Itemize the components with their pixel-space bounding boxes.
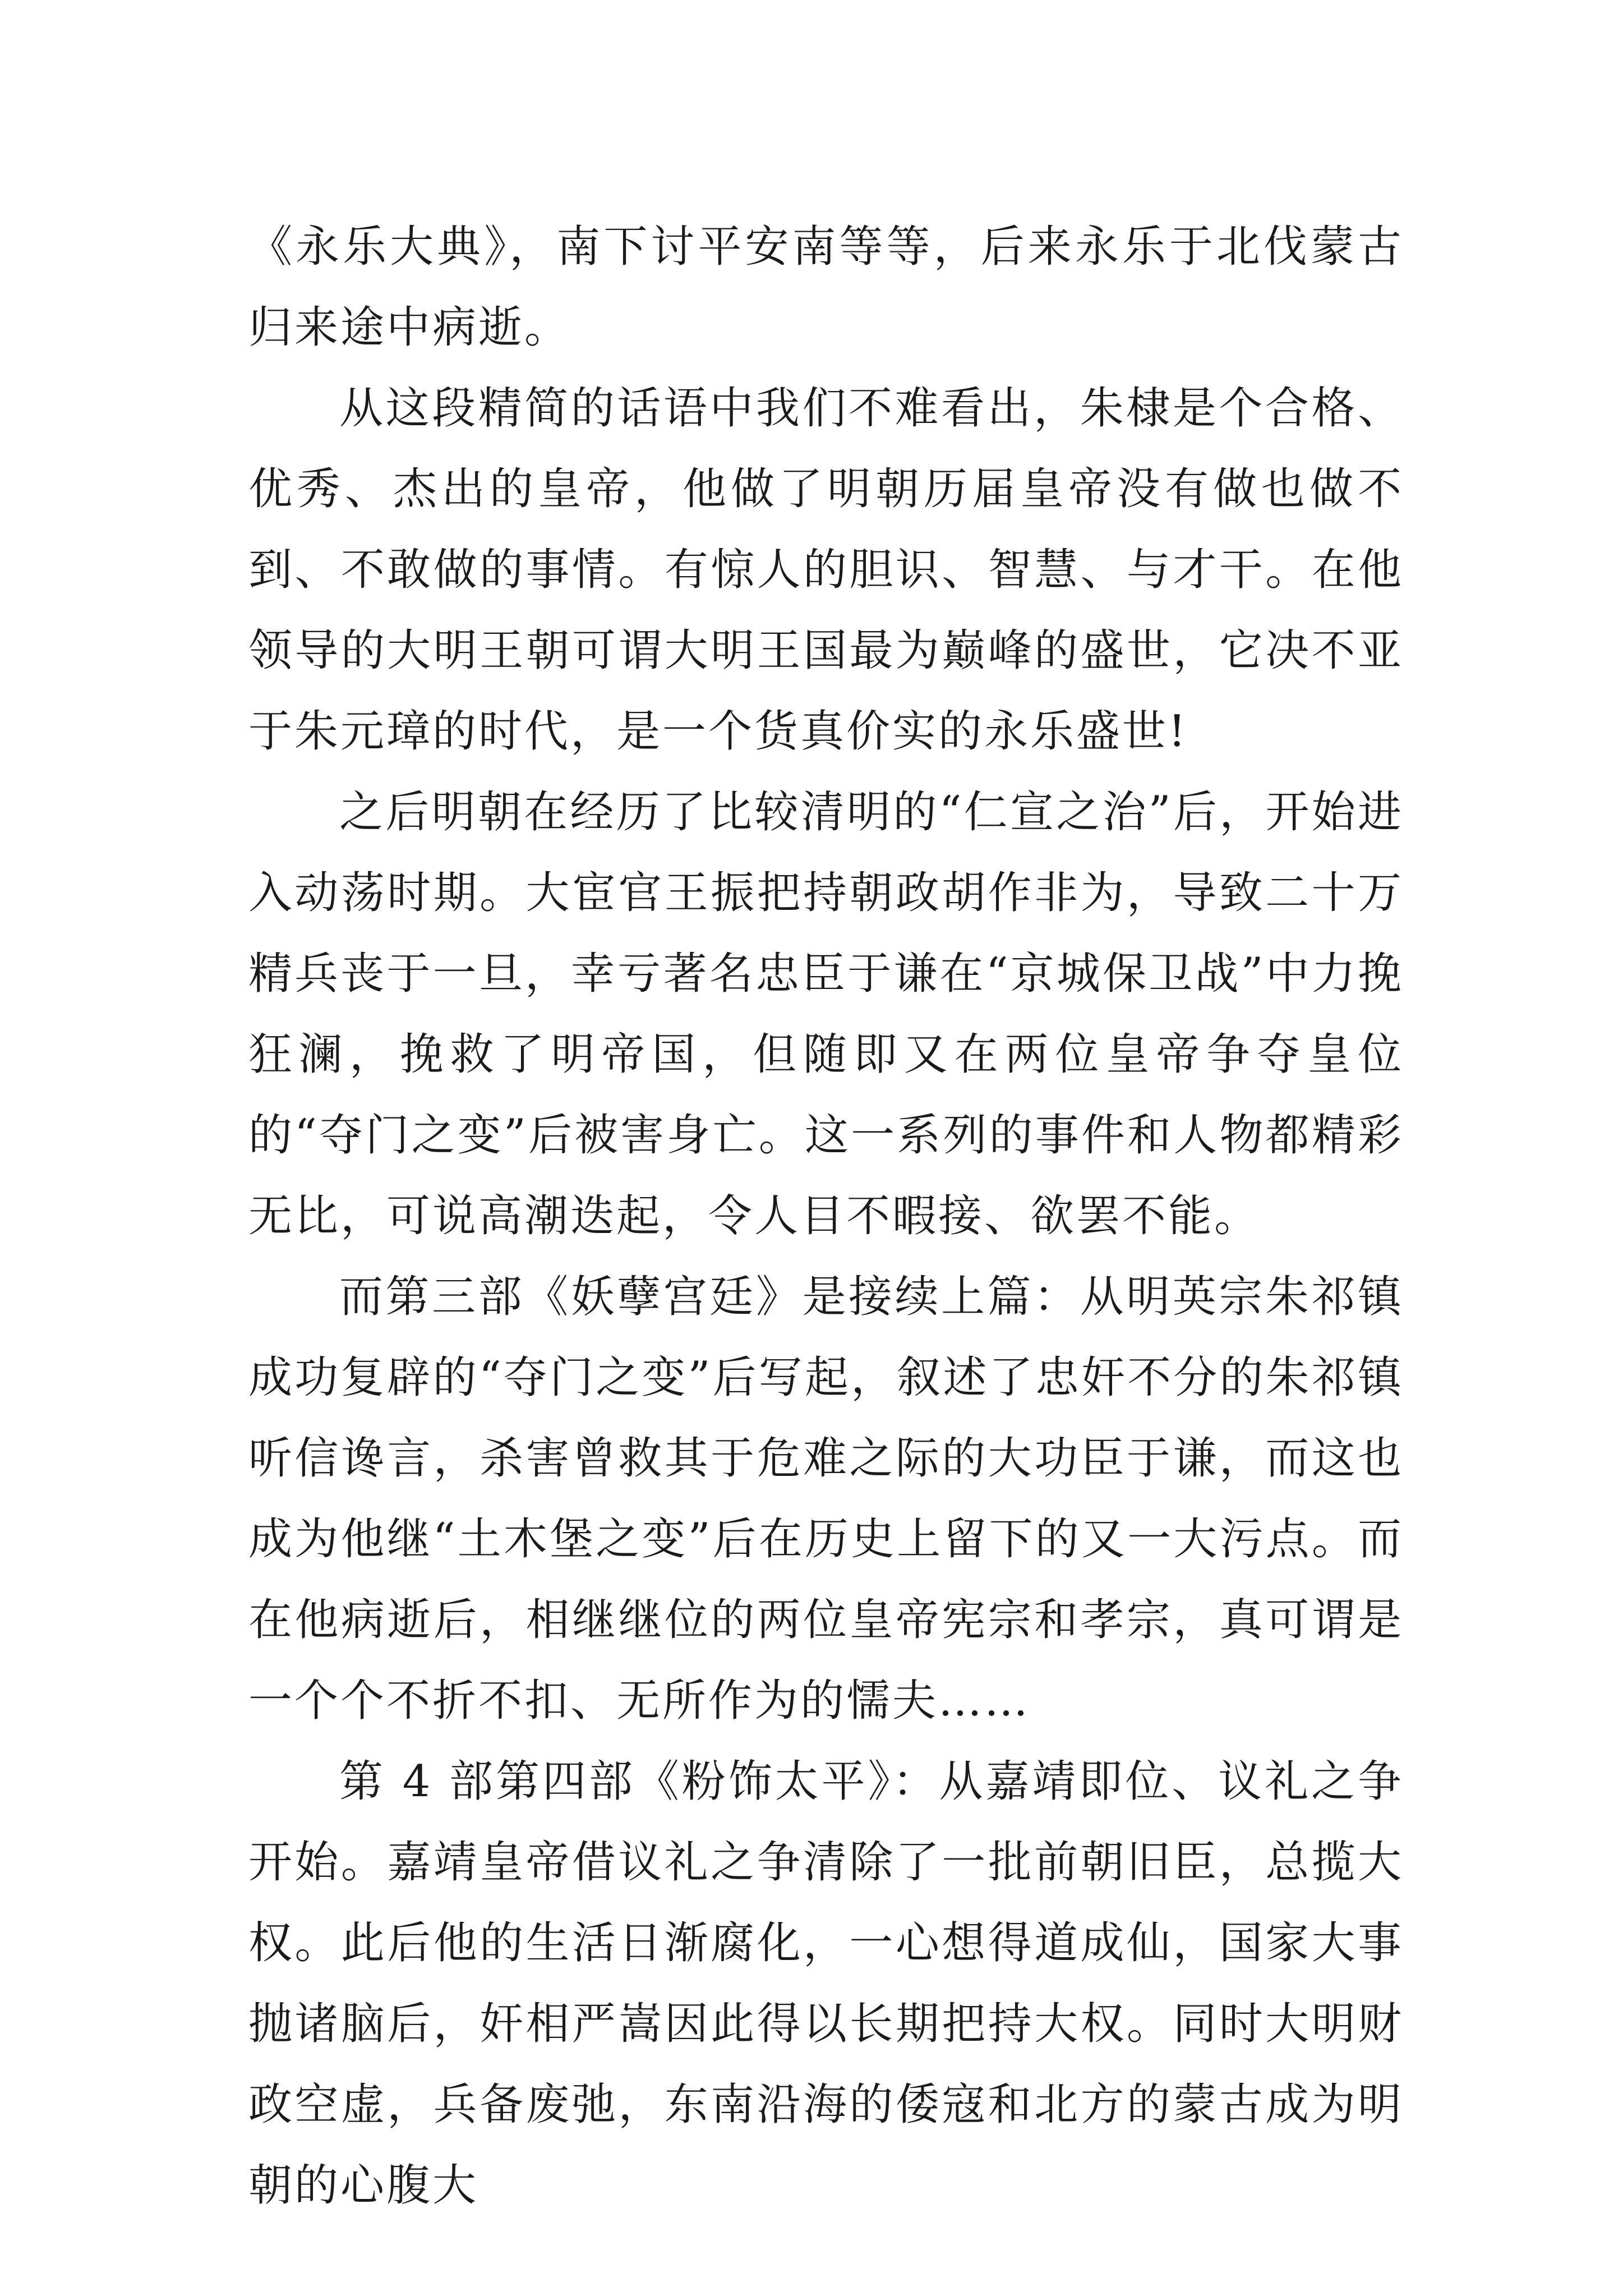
document-body <box>248 206 1404 2226</box>
paragraph-4: 而第三部《妖孽宫廷》是接续上篇：从明英宗朱祁镇成功复辟的“夺门之变”后写起，叙述了忠奸不分的朱祁镇听信谗言，杀害曾救其于危难之际的大功臣于谦，而这也成为他继“土木堡之变”后在历史上留下的又一大污点。而在他病逝后，相继继位的两位皇帝宪宗和孝宗，真可谓是一个个不折不扣、无所作为的懦夫…… <box>248 1272 1404 1726</box>
paragraph-2: 从这段精简的话语中我们不难看出，朱棣是个合格、优秀、杰出的皇帝，他做了明朝历届皇帝没有做也做不到、不敢做的事情。有惊人的胆识、智慧、与才干。在他领导的大明王朝可谓大明王国最为巅峰的盛世，它决不亚于朱元璋的时代，是一个货真价实的永乐盛世! <box>248 383 1404 757</box>
paragraph-1: 《永乐大典》，南下讨平安南等等，后来永乐于北伐蒙古归来途中病逝。 <box>248 222 1404 353</box>
paragraph-3: 之后明朝在经历了比较清明的“仁宣之治”后，开始进入动荡时期。大宦官王振把持朝政胡作非为，导致二十万精兵丧于一旦，幸亏著名忠臣于谦在“京城保卫战”中力挽狂澜，挽救了明帝国，但随即又在两位皇帝争夺皇位的“夺门之变”后被害身亡。这一系列的事件和人物都精彩无比，可说高潮迭起，令人目不暇接、欲罢不能。 <box>248 787 1404 1241</box>
paragraph-5: 第 4 部第四部《粉饰太平》：从嘉靖即位、议礼之争开始。嘉靖皇帝借议礼之争清除了一批前朝旧臣，总揽大权。此后他的生活日渐腐化，一心想得道成仙，国家大事抛诸脑后，奸相严嵩因此得以长期把持大权。同时大明财政空虚，兵备废弛，东南沿海的倭寇和北方的蒙古成为明朝的心腹大 <box>248 1756 1404 2211</box>
